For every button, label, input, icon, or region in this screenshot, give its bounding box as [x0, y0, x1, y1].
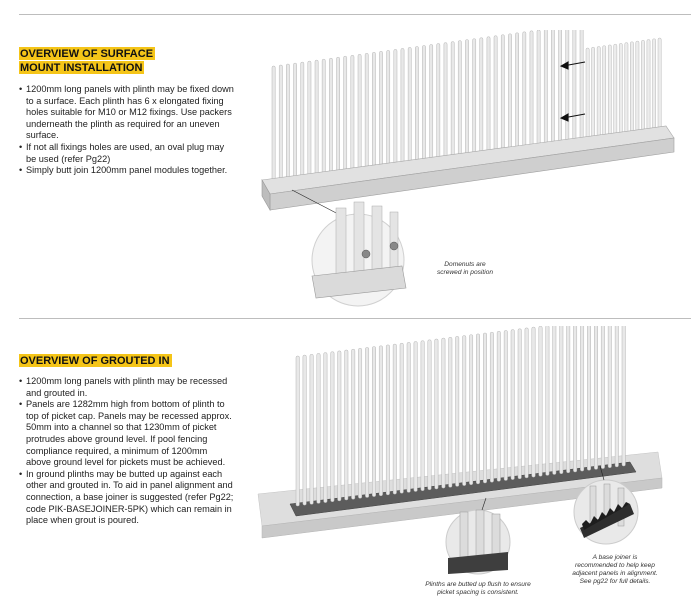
picket	[573, 326, 576, 472]
picket	[401, 48, 404, 166]
picket	[567, 326, 570, 473]
picket	[372, 347, 375, 497]
picket	[408, 47, 411, 165]
grouted-in-heading-text: OVERVIEW OF GROUTED IN	[20, 355, 170, 367]
picket	[508, 34, 511, 152]
picket	[435, 339, 438, 489]
picket	[619, 43, 622, 133]
list-item: • 1200mm long panels with plinth may be recessed and grouted in.	[19, 376, 234, 399]
picket	[400, 343, 403, 493]
picket	[573, 30, 576, 143]
picket	[594, 326, 597, 469]
picket	[608, 326, 611, 468]
picket	[560, 326, 563, 474]
picket	[430, 45, 433, 163]
picket	[407, 342, 410, 492]
picket	[463, 336, 466, 486]
picket	[315, 60, 318, 178]
callout-line: recommended to help keep	[575, 562, 655, 569]
picket	[608, 45, 611, 135]
picket	[428, 340, 431, 490]
picket	[387, 50, 390, 168]
picket	[537, 30, 540, 148]
plinth-butt-callout	[404, 581, 552, 597]
callout-line: Plinths are butted up flush to ensure	[425, 581, 531, 588]
picket	[310, 354, 313, 504]
surface-mount-bullet-list	[19, 84, 234, 177]
picket	[523, 32, 526, 150]
domenuts-callout	[420, 261, 510, 277]
picket	[516, 33, 519, 151]
list-item: • In ground plinths may be butted up against each other and grouted in. To aid in panel alignment and connection, a base joiner is suggested (refer Pg22; code PIK-BASEJOINER-5PK) which can remain in place when grout is poured.	[19, 469, 234, 527]
picket	[553, 326, 556, 475]
callout-line: adjacent panels in alignment.	[572, 570, 658, 577]
picket	[469, 335, 472, 485]
picket	[394, 49, 397, 167]
picket	[504, 331, 507, 481]
surface-mount-second-panel	[586, 38, 661, 138]
picket	[525, 328, 528, 478]
picket	[465, 40, 468, 158]
picket	[658, 38, 661, 128]
picket	[322, 59, 325, 177]
picket	[456, 336, 459, 486]
picket	[344, 56, 347, 174]
picket	[379, 51, 382, 169]
grouted-in-bullet-list	[19, 376, 234, 527]
grouted-in-heading	[19, 354, 172, 368]
picket	[365, 53, 368, 171]
list-item: • 1200mm long panels with plinth may be fixed down to a surface. Each plinth has 6 x elongated fixing holes suitable for M10 or M12 fixings. Use packers underneath the plinth as required for an uneven surface.	[19, 84, 234, 142]
picket	[351, 55, 354, 173]
callout-line: A base joiner is	[592, 554, 638, 561]
picket	[494, 36, 497, 154]
picket	[483, 333, 486, 483]
picket	[286, 64, 289, 182]
callout-line: picket spacing is consistent.	[437, 589, 519, 596]
picket	[414, 342, 417, 492]
picket	[580, 30, 583, 142]
callout-line: Domenuts are	[444, 261, 486, 268]
picket	[449, 337, 452, 487]
picket	[476, 334, 479, 484]
picket	[530, 31, 533, 149]
callout-line: See pg22 for full details.	[579, 578, 651, 585]
surface-mount-heading-line2: MOUNT INSTALLATION	[20, 62, 143, 74]
picket	[615, 326, 618, 467]
picket	[511, 330, 514, 480]
picket	[421, 341, 424, 491]
picket	[647, 40, 650, 130]
picket	[294, 63, 297, 181]
picket	[451, 42, 454, 160]
picket	[358, 54, 361, 172]
picket	[518, 329, 521, 479]
grouted-in-illustration	[250, 326, 690, 588]
picket	[603, 46, 606, 136]
picket	[566, 30, 569, 144]
picket	[473, 39, 476, 157]
picket	[490, 332, 493, 482]
picket	[636, 41, 639, 131]
picket	[601, 326, 604, 469]
picket	[614, 44, 617, 134]
list-item: • Panels are 1282mm high from bottom of plinth to top of picket cap. Panels may be recessed approx. 50mm into a channel so that 1230mm of picket protrudes above ground level. If pool fencing compliance required, a minimum of 1200mm above ground level for pickets must be achieved.	[19, 399, 234, 469]
picket	[303, 355, 306, 505]
picket	[580, 326, 583, 471]
picket	[630, 42, 633, 132]
picket	[331, 352, 334, 502]
picket	[415, 47, 418, 165]
picket	[365, 348, 368, 498]
surface-mount-heading	[19, 47, 155, 75]
picket	[296, 356, 299, 506]
picket	[338, 351, 341, 501]
picket	[532, 327, 535, 477]
picket	[501, 35, 504, 153]
surface-mount-heading-line1: OVERVIEW OF SURFACE	[20, 48, 154, 60]
picket	[625, 43, 628, 133]
picket	[497, 331, 500, 481]
picket	[393, 344, 396, 494]
picket	[487, 37, 490, 155]
picket	[345, 350, 348, 500]
picket	[317, 353, 320, 503]
picket	[279, 65, 282, 183]
picket	[337, 57, 340, 175]
list-item: • If not all fixings holes are used, an oval plug may be used (refer Pg22)	[19, 142, 234, 165]
list-item: • Simply butt join 1200mm panel modules together.	[19, 165, 234, 177]
picket	[379, 346, 382, 496]
picket	[592, 47, 595, 137]
picket	[641, 40, 644, 130]
picket	[442, 338, 445, 488]
picket	[539, 326, 542, 476]
picket	[480, 38, 483, 156]
picket	[329, 58, 332, 176]
picket	[437, 44, 440, 162]
picket	[597, 47, 600, 137]
callout-line: screwed in position	[436, 269, 494, 276]
picket	[458, 41, 461, 159]
picket	[559, 30, 562, 145]
picket	[352, 349, 355, 499]
picket	[544, 30, 547, 147]
picket	[272, 66, 275, 184]
picket	[444, 43, 447, 161]
picket	[551, 30, 554, 146]
picket	[308, 61, 311, 179]
picket	[546, 326, 549, 475]
top-divider	[19, 14, 691, 15]
picket	[301, 62, 304, 180]
section-divider	[19, 318, 691, 319]
picket	[653, 39, 656, 129]
picket	[422, 46, 425, 164]
picket	[372, 52, 375, 170]
picket	[386, 345, 389, 495]
picket	[358, 348, 361, 498]
picket	[587, 326, 590, 470]
picket	[622, 326, 625, 466]
picket	[324, 353, 327, 503]
base-joiner-callout	[560, 554, 670, 586]
picket	[586, 48, 589, 138]
